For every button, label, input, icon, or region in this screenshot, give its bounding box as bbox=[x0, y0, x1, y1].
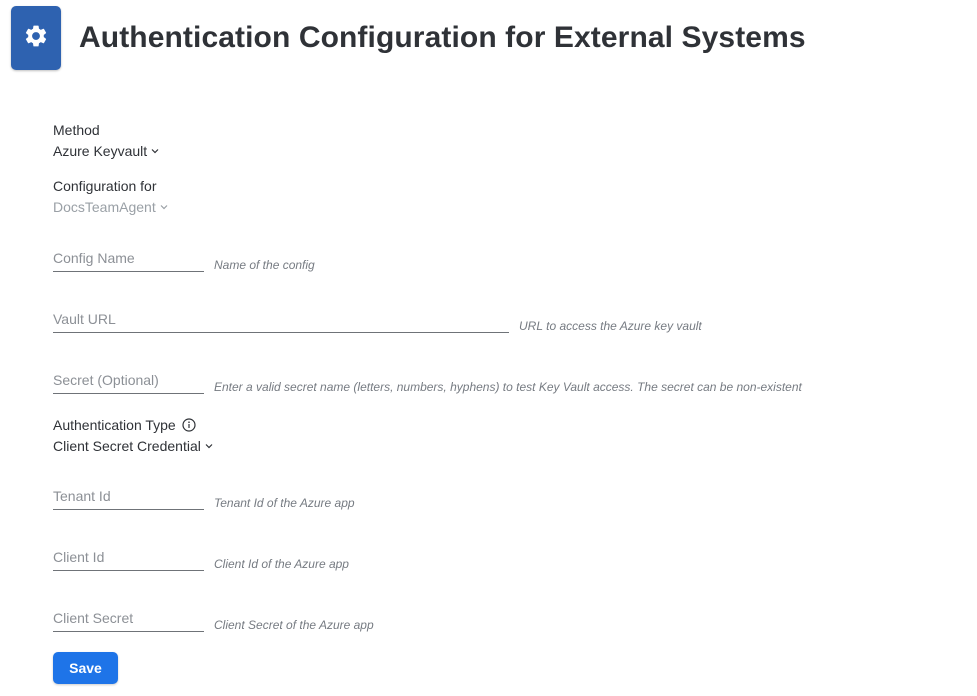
method-group bbox=[53, 121, 159, 161]
save-button[interactable]: Save bbox=[53, 652, 118, 684]
tenant-id-row bbox=[53, 486, 355, 510]
method-value: Azure Keyvault bbox=[53, 143, 148, 159]
secret-input[interactable] bbox=[53, 370, 204, 394]
configuration-for-group bbox=[53, 177, 168, 217]
tenant-id-hint: Tenant Id of the Azure app bbox=[214, 496, 355, 510]
authentication-type-select[interactable] bbox=[53, 437, 213, 455]
info-icon[interactable] bbox=[182, 418, 196, 432]
gear-icon bbox=[23, 23, 49, 54]
chevron-down-icon bbox=[205, 442, 213, 450]
secret-hint: Enter a valid secret name (letters, numbers, hyphens) to test Key Vault access. The secret can be non-existent bbox=[214, 380, 802, 394]
app-icon-tile bbox=[11, 6, 61, 70]
client-secret-input[interactable] bbox=[53, 608, 204, 632]
configuration-for-label: Configuration for bbox=[53, 178, 157, 194]
client-id-row bbox=[53, 547, 349, 571]
vault-url-row bbox=[53, 309, 702, 333]
chevron-down-icon bbox=[160, 203, 168, 211]
method-label: Method bbox=[53, 122, 100, 138]
page-title: Authentication Configuration for External Systems bbox=[79, 21, 806, 54]
config-name-input[interactable] bbox=[53, 248, 204, 272]
authentication-type-label-row bbox=[53, 416, 213, 434]
authentication-type-value: Client Secret Credential bbox=[53, 438, 201, 454]
chevron-down-icon bbox=[151, 147, 159, 155]
config-name-hint: Name of the config bbox=[214, 258, 315, 272]
authentication-type-group bbox=[53, 416, 213, 456]
client-secret-hint: Client Secret of the Azure app bbox=[214, 618, 374, 632]
tenant-id-input[interactable] bbox=[53, 486, 204, 510]
page-header bbox=[11, 6, 806, 70]
client-secret-row bbox=[53, 608, 374, 632]
vault-url-input[interactable] bbox=[53, 309, 509, 333]
configuration-for-select[interactable] bbox=[53, 198, 168, 216]
authentication-type-label: Authentication Type bbox=[53, 417, 176, 433]
secret-row bbox=[53, 370, 802, 394]
vault-url-hint: URL to access the Azure key vault bbox=[519, 319, 702, 333]
client-id-input[interactable] bbox=[53, 547, 204, 571]
client-id-hint: Client Id of the Azure app bbox=[214, 557, 349, 571]
config-name-row bbox=[53, 248, 315, 272]
configuration-for-value: DocsTeamAgent bbox=[53, 199, 156, 215]
method-select[interactable] bbox=[53, 142, 159, 160]
